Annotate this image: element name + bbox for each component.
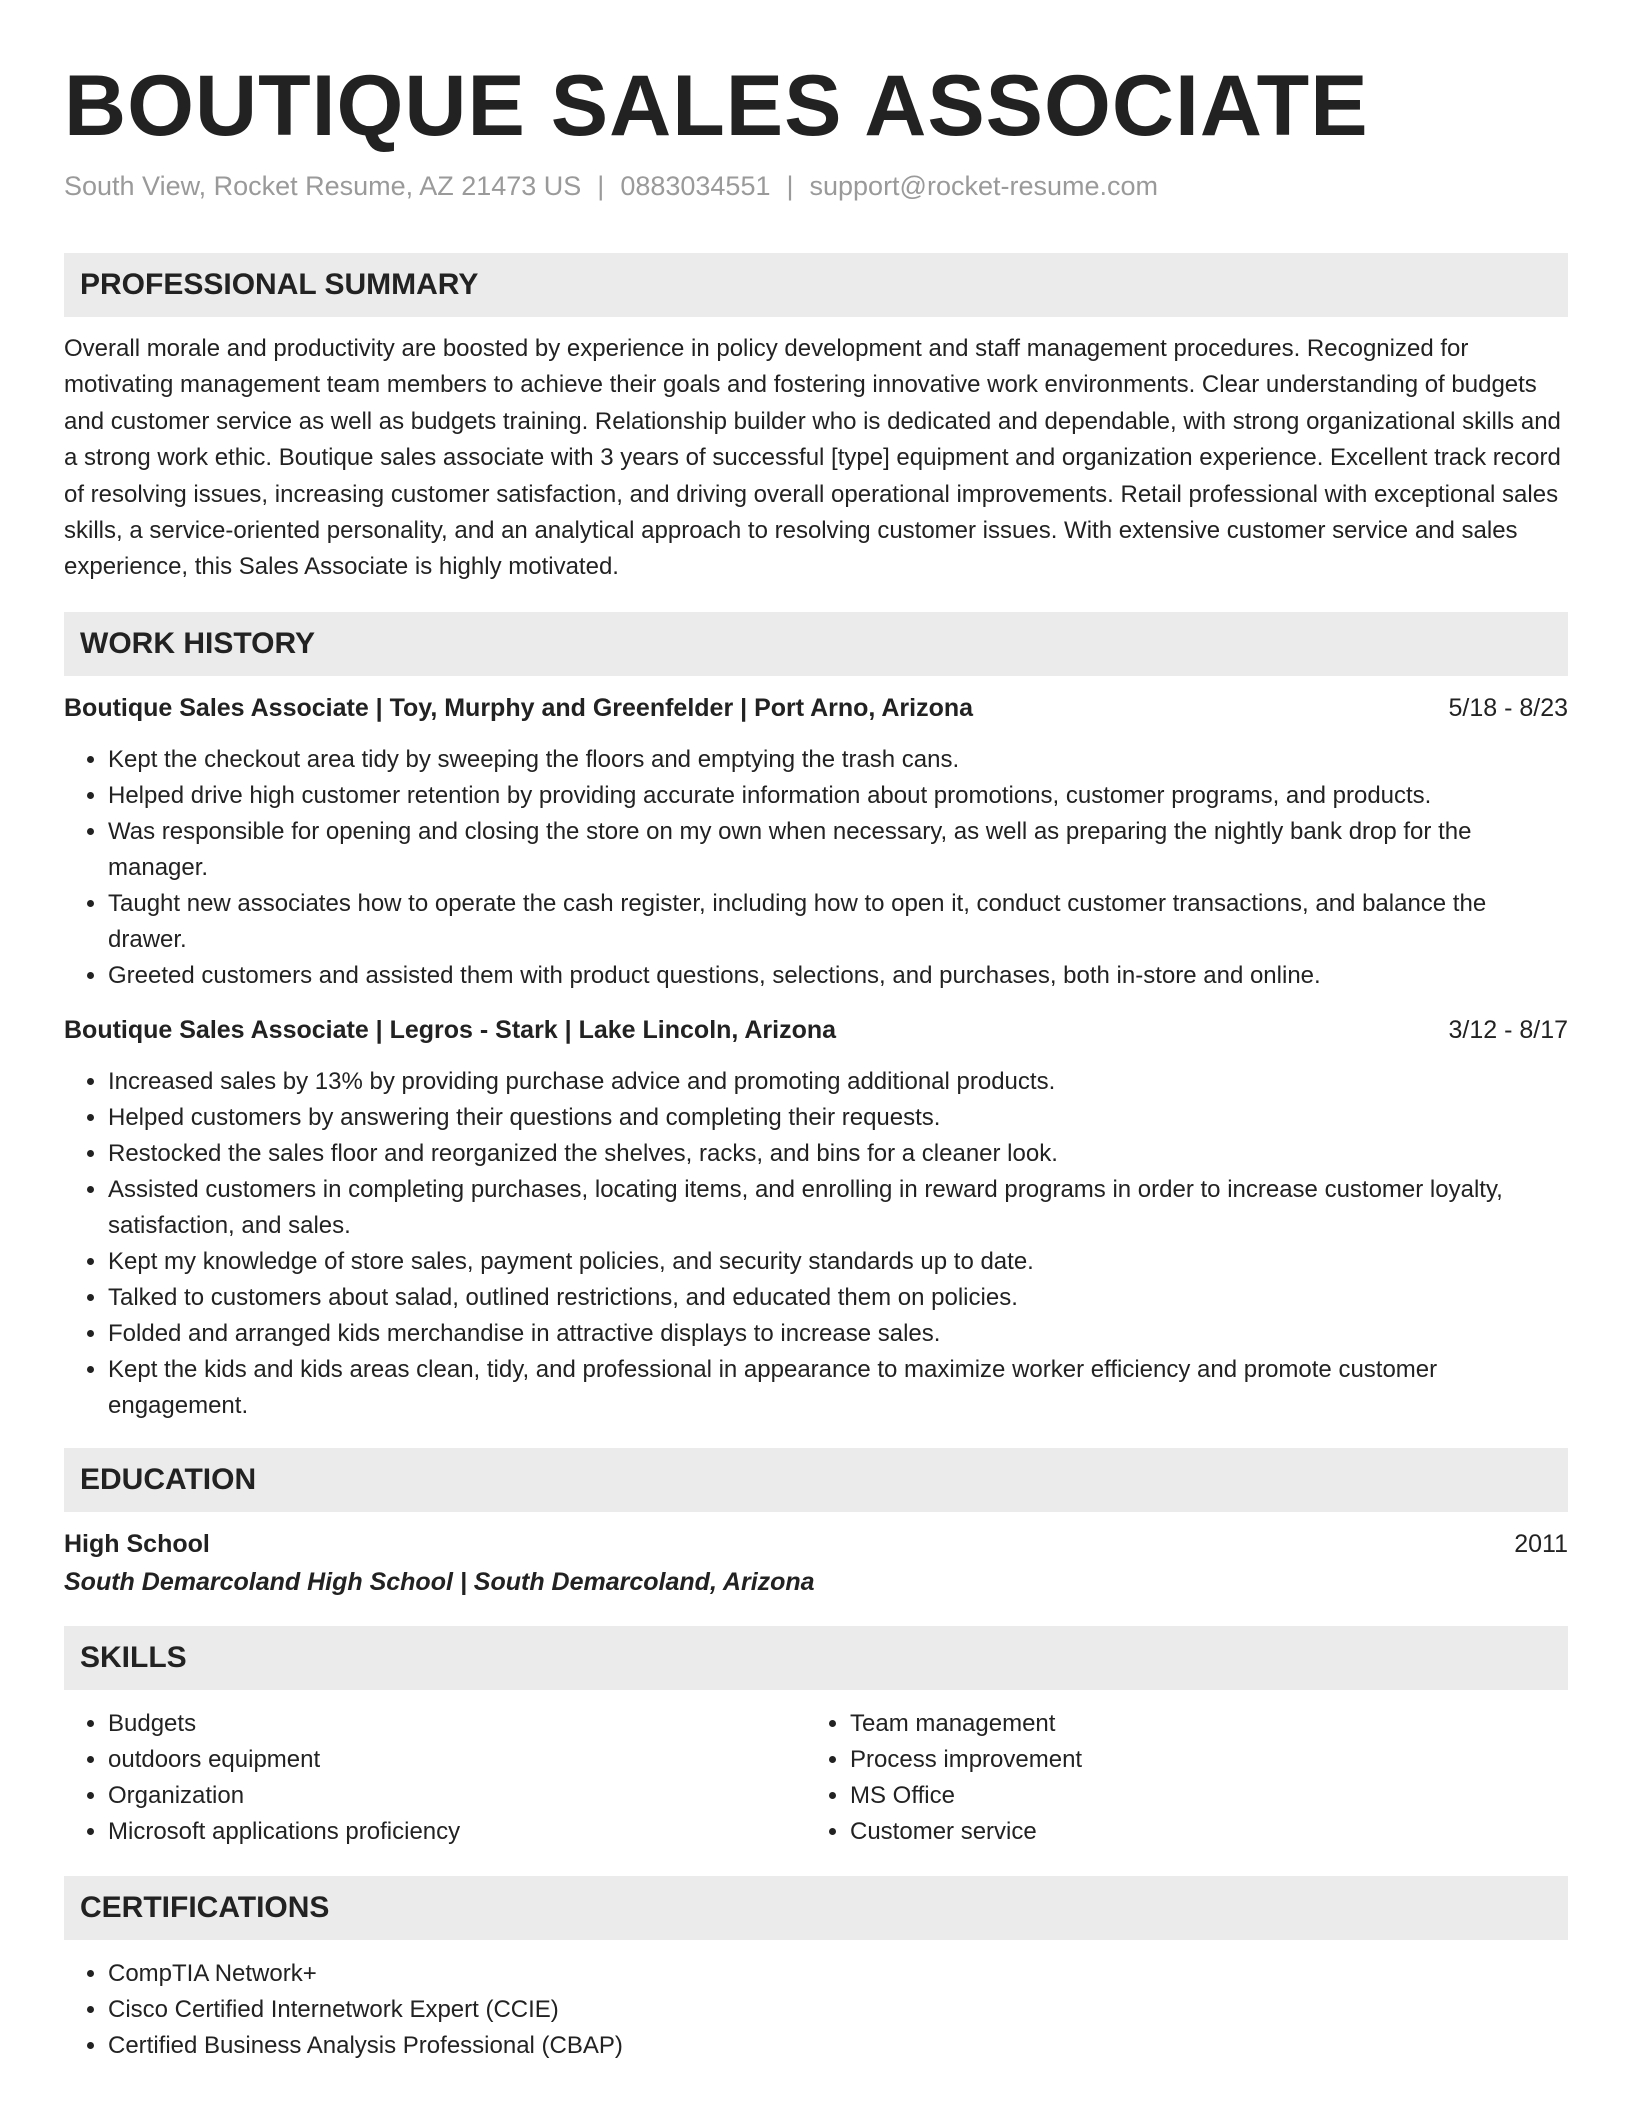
job-dates: 3/12 - 8/17 xyxy=(1448,1015,1568,1044)
skills-list xyxy=(806,1706,1548,1850)
list-item: • Cisco Certified Internetwork Expert (CCIE) xyxy=(108,1992,1568,2028)
job-title: Boutique Sales Associate | Legros - Stark | Lake Lincoln, Arizona xyxy=(64,1015,837,1044)
job-title: Boutique Sales Associate | Toy, Murphy and Greenfelder | Port Arno, Arizona xyxy=(64,693,974,722)
education-degree: High School xyxy=(64,1529,210,1558)
list-item: • Organization xyxy=(108,1778,806,1814)
job-entry xyxy=(64,690,1568,994)
job-bullets xyxy=(64,742,1568,994)
list-item: • Kept the kids and kids areas clean, tidy, and professional in appearance to maximize worker efficiency and promote customer engagement. xyxy=(108,1352,1568,1424)
contact-phone: 0883034551 xyxy=(620,171,771,201)
education-entry xyxy=(64,1526,1568,1600)
list-item: • Kept the checkout area tidy by sweeping the floors and emptying the trash cans. xyxy=(108,742,1568,778)
skills-grid xyxy=(64,1706,1568,1850)
list-item: • Budgets xyxy=(108,1706,806,1742)
list-item: • Helped drive high customer retention by providing accurate information about promotions, customer programs, and products. xyxy=(108,778,1568,814)
list-item: • Certified Business Analysis Professional (CBAP) xyxy=(108,2028,1568,2064)
resume-page xyxy=(64,0,1568,2064)
section-header-summary: PROFESSIONAL SUMMARY xyxy=(64,253,1568,317)
list-item: • Was responsible for opening and closing the store on my own when necessary, as well as preparing the nightly bank drop for the manager. xyxy=(108,814,1568,886)
summary-text: Overall morale and productivity are boosted by experience in policy development and staff management procedures. Recognized for motivating management team members to achieve their goals and fostering innovative work environments. Clear understanding of budgets and customer service as well as budgets training. Relationship builder who is dedicated and dependable, with strong organizational skills and a strong work ethic. Boutique sales associate with 3 years of successful [type] equipment and organization experience. Excellent track record of resolving issues, increasing customer satisfaction, and driving overall operational improvements. Retail professional with exceptional sales skills, a service-oriented personality, and an analytical approach to resolving customer issues. With extensive customer service and sales experience, this Sales Associate is highly motivated. xyxy=(64,335,1561,581)
contact-email: support@rocket-resume.com xyxy=(809,171,1159,201)
list-item: • Kept my knowledge of store sales, payment policies, and security standards up to date. xyxy=(108,1244,1568,1280)
section-header-certifications: CERTIFICATIONS xyxy=(64,1876,1568,1940)
list-item: • Talked to customers about salad, outlined restrictions, and educated them on policies. xyxy=(108,1280,1568,1316)
job-header xyxy=(64,690,1568,726)
certifications-list xyxy=(64,1956,1568,2064)
skills-column-left xyxy=(64,1706,806,1850)
contact-separator: | xyxy=(597,171,605,201)
list-item: • Team management xyxy=(850,1706,1548,1742)
section-header-education: EDUCATION xyxy=(64,1448,1568,1512)
resume-name-title: BOUTIQUE SALES ASSOCIATE xyxy=(64,58,1369,154)
list-item: • MS Office xyxy=(850,1778,1548,1814)
list-item: • Microsoft applications proficiency xyxy=(108,1814,806,1850)
contact-address: South View, Rocket Resume, AZ 21473 US xyxy=(64,171,582,201)
education-year: 2011 xyxy=(1514,1529,1568,1558)
contact-separator: | xyxy=(786,171,794,201)
list-item: • Process improvement xyxy=(850,1742,1548,1778)
skills-column-right xyxy=(806,1706,1548,1850)
list-item: • Increased sales by 13% by providing purchase advice and promoting additional products. xyxy=(108,1064,1568,1100)
list-item: • Restocked the sales floor and reorganized the shelves, racks, and bins for a cleaner look. xyxy=(108,1136,1568,1172)
contact-line xyxy=(64,168,1568,204)
list-item: • Greeted customers and assisted them with product questions, selections, and purchases, both in-store and online. xyxy=(108,958,1568,994)
list-item: • Assisted customers in completing purchases, locating items, and enrolling in reward programs in order to increase customer loyalty, satisfaction, and sales. xyxy=(108,1172,1568,1244)
list-item: • outdoors equipment xyxy=(108,1742,806,1778)
list-item: • Customer service xyxy=(850,1814,1548,1850)
list-item: • Folded and arranged kids merchandise in attractive displays to increase sales. xyxy=(108,1316,1568,1352)
education-header xyxy=(64,1526,1568,1562)
list-item: • CompTIA Network+ xyxy=(108,1956,1568,1992)
education-school: South Demarcoland High School | South Demarcoland, Arizona xyxy=(64,1567,815,1596)
job-entry xyxy=(64,1012,1568,1424)
job-dates: 5/18 - 8/23 xyxy=(1448,693,1568,722)
section-header-work-history: WORK HISTORY xyxy=(64,612,1568,676)
skills-list xyxy=(64,1706,806,1850)
list-item: • Taught new associates how to operate the cash register, including how to open it, conduct customer transactions, and balance the drawer. xyxy=(108,886,1568,958)
list-item: • Helped customers by answering their questions and completing their requests. xyxy=(108,1100,1568,1136)
section-header-skills: SKILLS xyxy=(64,1626,1568,1690)
job-header xyxy=(64,1012,1568,1048)
job-bullets xyxy=(64,1064,1568,1424)
